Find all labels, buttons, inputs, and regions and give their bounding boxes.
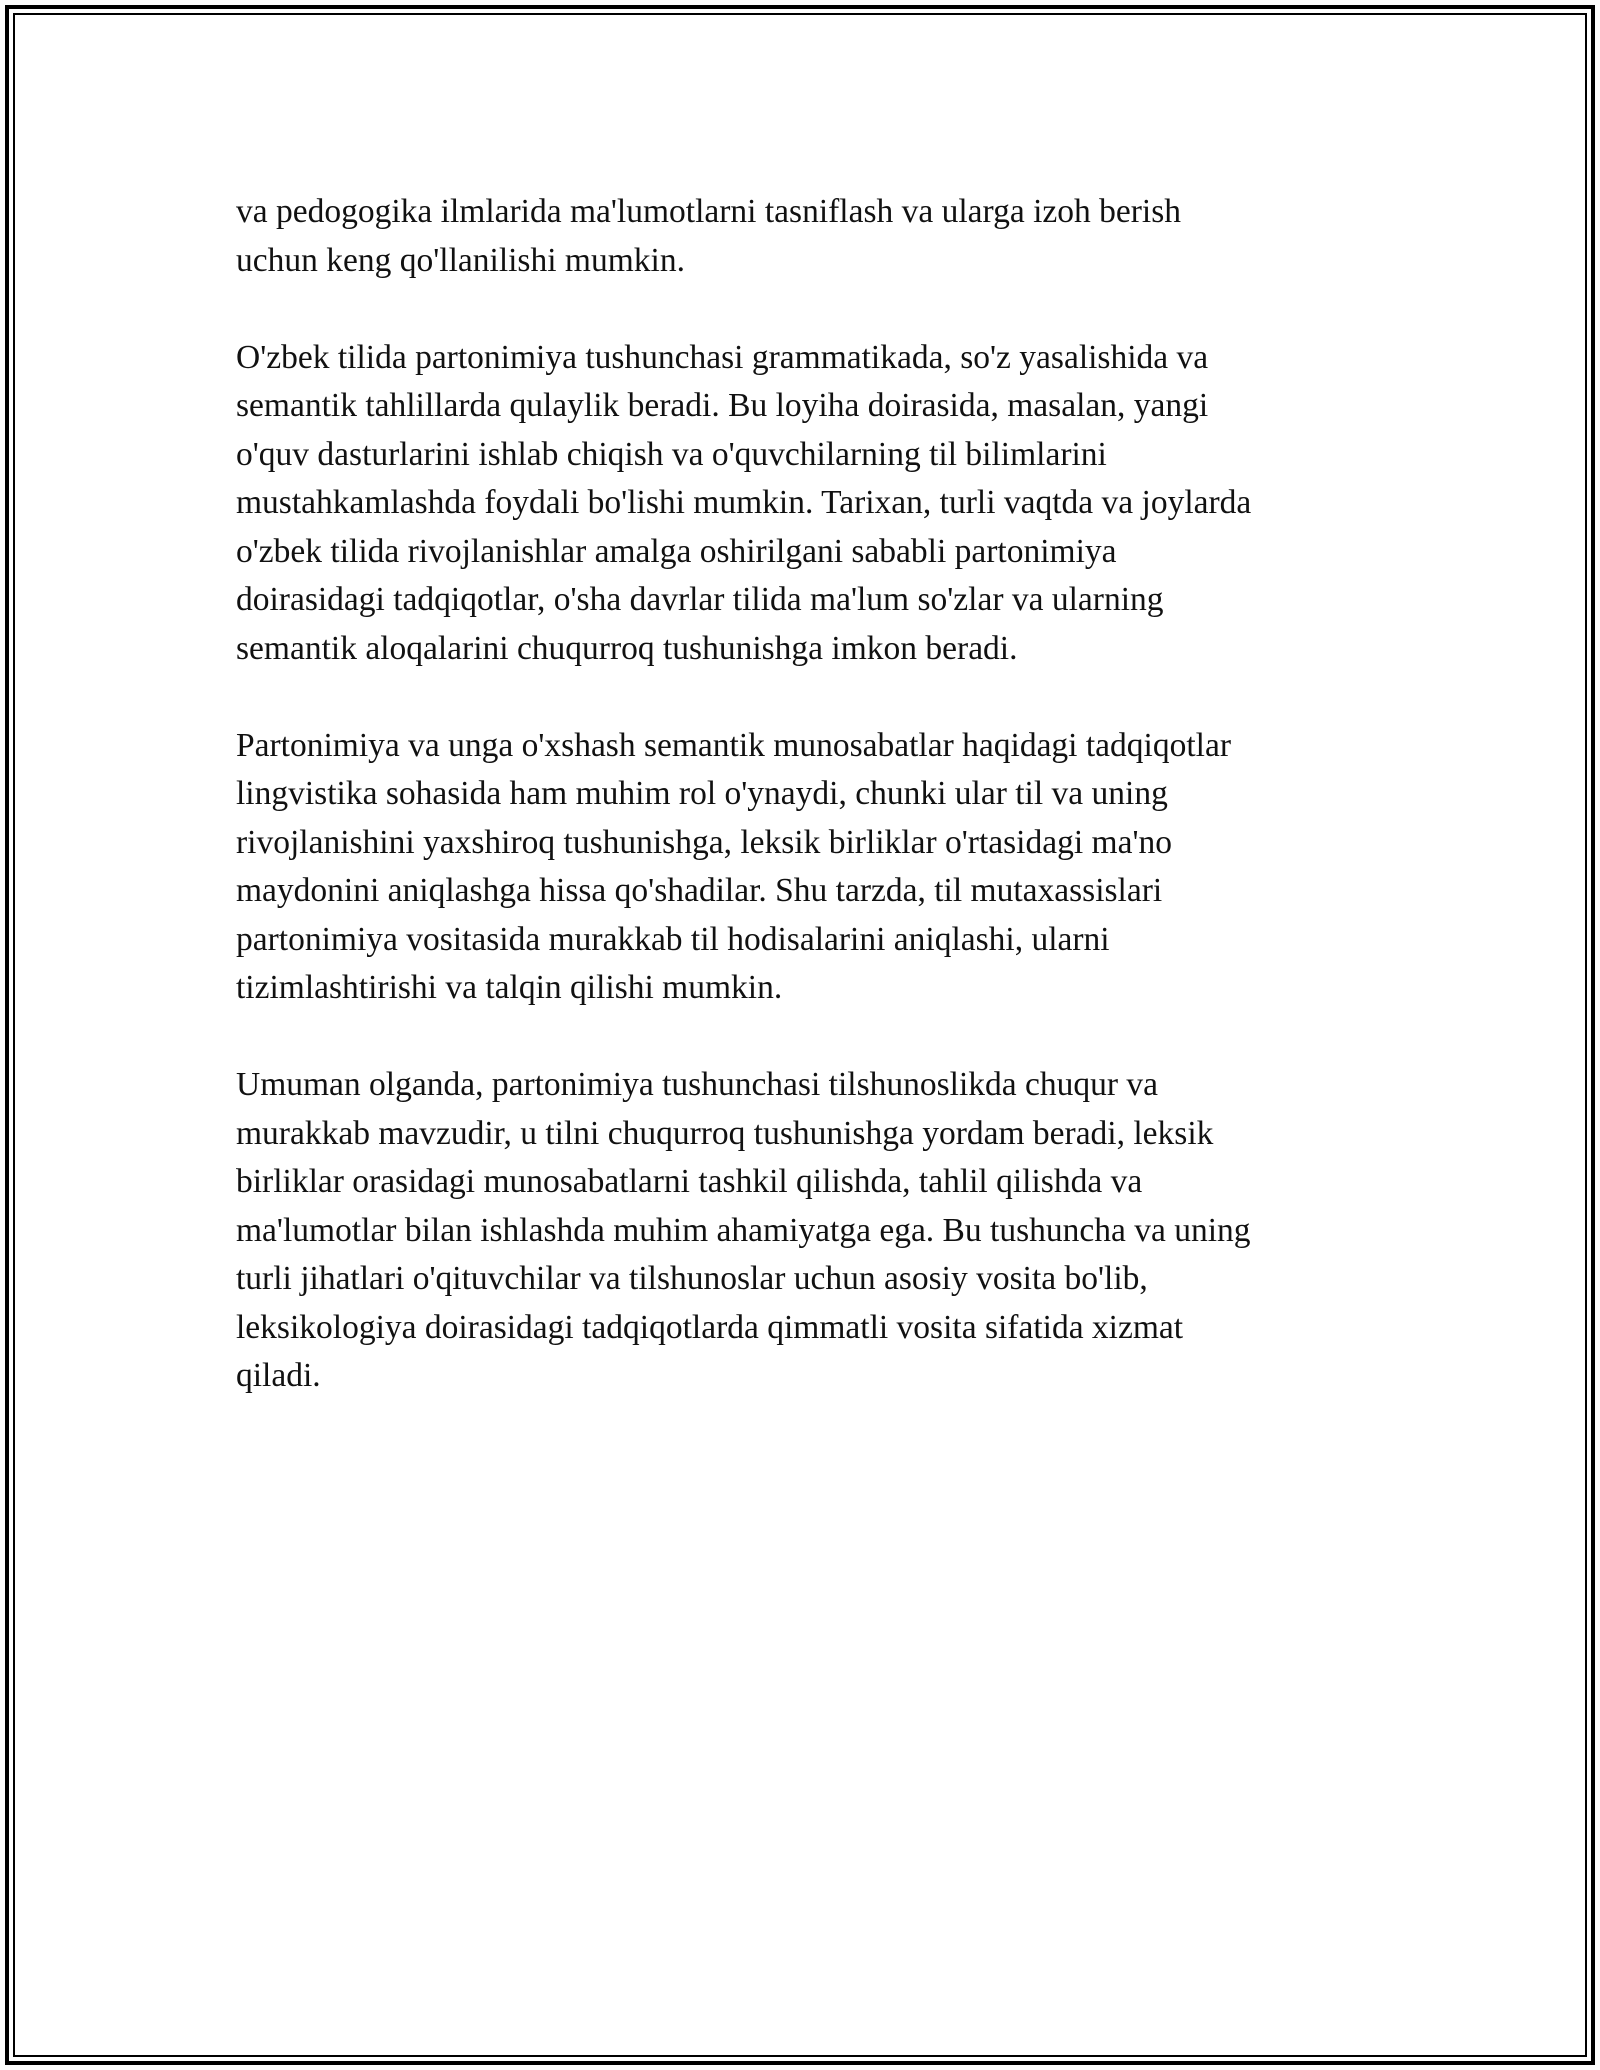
paragraph-3: Partonimiya va unga o'xshash semantik munosabatlar haqidagi tadqiqotlar lingvistika sohasida ham muhim rol o'ynaydi, chunki ular til va uning rivojlanishini yaxshiroq tushunishga, leksik birliklar o'rtasidagi ma'no maydonini aniqlashga hissa qo'shadilar. Shu tarzda, til mutaxassislari partonimiya vositasida murakkab til hodisalarini aniqlashi, ularni tizimlashtirishi va talqin qilishi mumkin. — [236, 726, 1231, 1006]
paragraph-2: O'zbek tilida partonimiya tushunchasi grammatikada, so'z yasalishida va semantik tahlillarda qulaylik beradi. Bu loyiha doirasida, masalan, yangi o'quv dasturlarini ishlab chiqish va o'quvchilarning til bilimlarini mustahkamlashda foydali bo'lishi mumkin. Tarixan, turli vaqtda va joylarda o'zbek tilida rivojlanishlar amalga oshirilgani sababli partonimiya doirasidagi tadqiqotlar, o'sha davrlar tilida ma'lum so'zlar va ularning semantik aloqalarini chuqurroq tushunishga imkon beradi. — [236, 338, 1252, 667]
paragraph-1: va pedogogika ilmlarida ma'lumotlarni tasniflash va ularga izoh berish uchun keng qo'llanilishi mumkin. — [236, 193, 1182, 279]
paragraph-4: Umuman olganda, partonimiya tushunchasi tilshunoslikda chuqur va murakkab mavzudir, u tilni chuqurroq tushunishga yordam beradi, leksik birliklar orasidagi munosabatlarni tashkil qilishda, tahlil qilishda va ma'lumotlar bilan ishlashda muhim ahamiyatga ega. Bu tushuncha va uning turli jihatlari o'qituvchilar va tilshunoslar uchun asosiy vosita bo'lib, leksikologiya doirasidagi tadqiqotlarda qimmatli vosita sifatida xizmat qiladi. — [236, 1066, 1251, 1394]
document-body — [236, 188, 1366, 1449]
